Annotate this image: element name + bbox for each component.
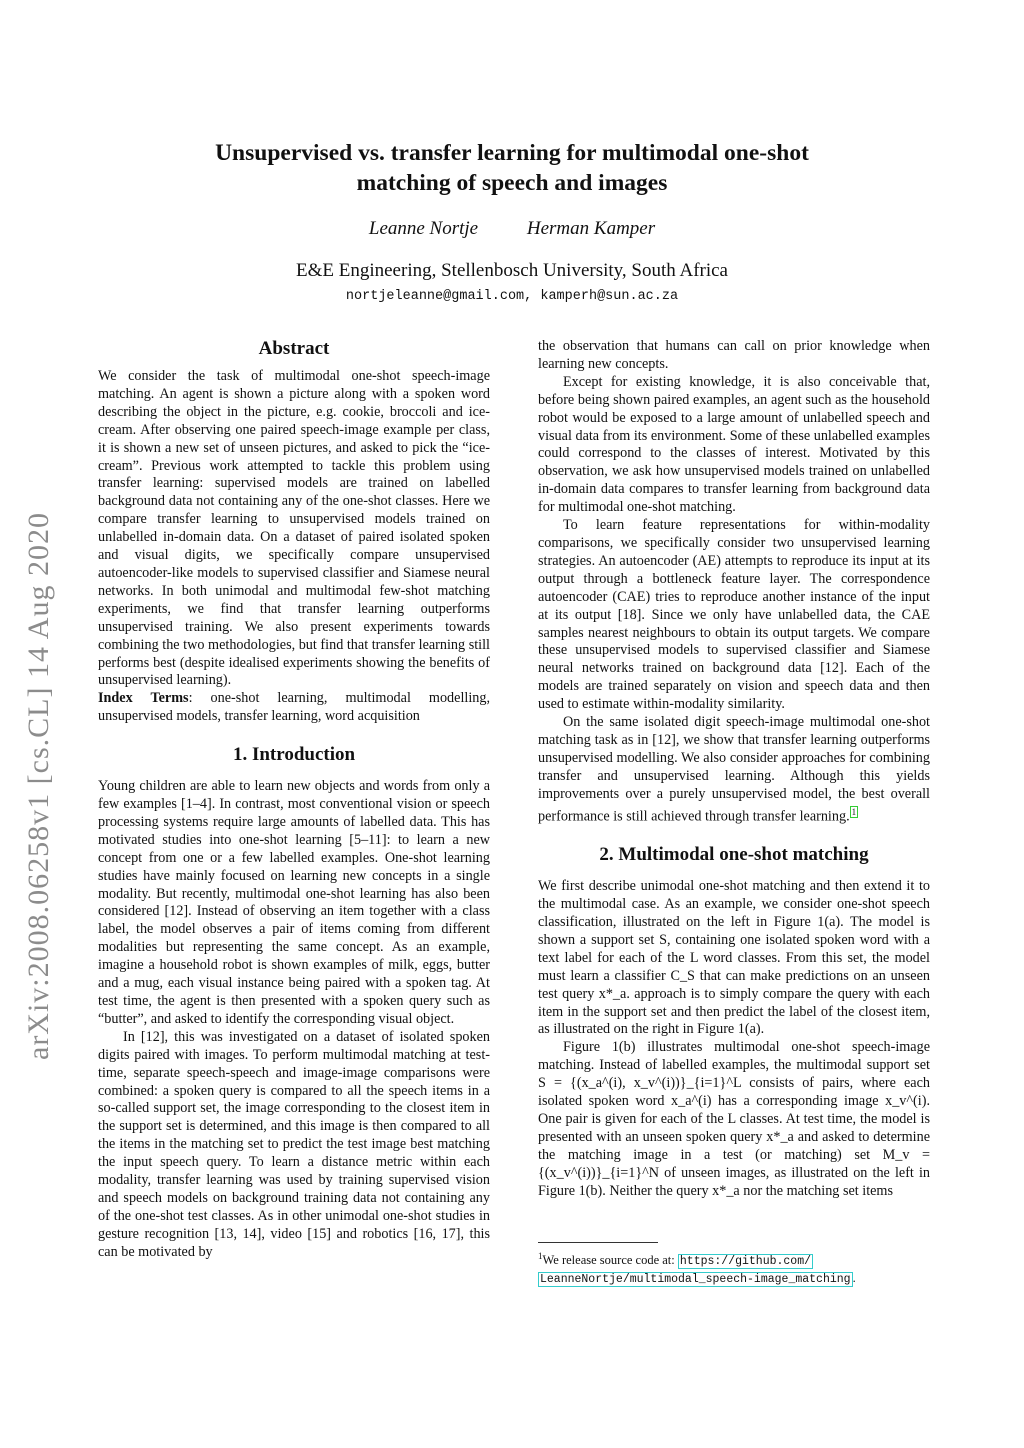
- index-terms: [98, 690, 490, 726]
- intro-paragraph-4: Except for existing knowledge, it is also conceivable that, before being shown paired examples, an agent such as the household robot would be exposed to a large amount of unlabelled speech and visual data from its environment. Some of these unlabelled examples could correspond to the classes of interest. Motivated by this observation, we ask how unsupervised models trained on unlabelled in-domain data compares to transfer learning from background data for multimodal one-shot matching.: [538, 373, 930, 516]
- section-2-paragraph-1: We first describe unimodal one-shot matching and then extend it to the multimodal case. As an example, we consider one-shot speech classification, illustrated on the left in Figure 1(a). The model is shown a support set S, containing one isolated spoken word with a text label for each of the L word classes. From this set, the model must learn a classifier C_S that can make predictions on an unseen test query x*_a. approach is to simply compare the query with each item in the support set and then predict the label of the closest item, as illustrated on the right in Figure 1(a).: [538, 878, 930, 1038]
- abstract-heading: Abstract: [258, 338, 330, 359]
- affiliation: E&E Engineering, Stellenbosch University, South Africa: [296, 260, 728, 281]
- footnote-rule: [538, 1242, 658, 1243]
- source-code-link-part-2[interactable]: LeanneNortje/multimodal_speech-image_matching: [540, 1273, 851, 1287]
- footnote-body: $^1$We release source code at: https://github.com/ LeanneNortje/multimodal_speech-image_matching .: [538, 1251, 856, 1287]
- paper-title-line-2: matching of speech and images: [356, 170, 668, 196]
- footnote-text: We release source code at:: [542, 1253, 678, 1268]
- index-terms-text: : one-shot learning, multimodal modelling, unsupervised models, transfer learning, word acquisition: [98, 690, 491, 725]
- section-2-paragraph-2: Figure 1(b) illustrates multimodal one-shot speech-image matching. Instead of labelled examples, the multimodal support set S = {(x_a^(i), x_v^(i))}_{i=1}^L consists of pairs, where each isolated spoken word x_a^(i) has a corresponding image x_v^(i). One pair is given for each of the L classes. At test time, the model is presented with an unseen spoken query x*_a and asked to determine the matching image in a test (or matching) set M_v = {(x_v^(i))}_{i=1}^N of unseen images, as illustrated on the left in Figure 1(b). Neither the query x*_a nor the matching set items: [538, 1039, 930, 1199]
- left-column: [98, 338, 490, 1262]
- author-1: Leanne Nortje: [368, 218, 479, 239]
- footnote-number: 1: [538, 1251, 543, 1261]
- footnote-marker[interactable]: 1: [851, 806, 857, 817]
- section-2-heading: 2. Multimodal one-shot matching: [599, 844, 869, 866]
- intro-paragraph-3: the observation that humans can call on prior knowledge when learning new concepts.: [538, 338, 930, 372]
- right-column: [538, 338, 930, 1201]
- abstract-text: We consider the task of multimodal one-shot speech-image matching. An agent is shown a picture along with a spoken word describing the object in the picture, e.g. cookie, broccoli and ice-cream. After observing one paired speech-image example per class, it is shown a new set of unseen pictures, and asked to pick the “ice-cream”. Previous work attempted to tackle this problem using transfer learning: supervised models are trained on labelled background data not containing any of the one-shot classes. Here we compare transfer learning to unsupervised models trained on unlabelled in-domain data. On a dataset of paired isolated spoken and visual digits, we specifically compare unsupervised autoencoder-like models to supervised classifier and Siamese neural networks. In both unimodal and multimodal few-shot matching experiments, we find that transfer learning outperforms unsupervised training. We also present experiments towards combining the two methodologies, but find that transfer learning still performs best (despite idealised experiments showing the benefits of unsupervised learning).: [98, 368, 490, 689]
- introduction-heading: 1. Introduction: [232, 744, 356, 766]
- intro-paragraph-5: To learn feature representations for within-modality comparisons, we specifically consider two unsupervised learning strategies. An autoencoder (AE) attempts to reproduce its input at its output through a bottleneck feature layer. The correspondence autoencoder (CAE) tries to reproduce another instance of the input at its output [18]. Since we only have unlabelled data, the CAE samples nearest neighbours to obtain its output targets. We compare these unsupervised models to supervised classifier and Siamese neural networks trained on background data [12]. Each of the models are trained separately on vision and speech data and then used to estimate within-modality similarity.: [538, 517, 930, 713]
- intro-paragraph-6-text: On the same isolated digit speech-image multimodal one-shot matching task as in [12], we show that transfer learning outperforms unsupervised modelling. We also consider approaches for combining transfer and unsupervised learning. Although this yields improvements over a purely unsupervised model, the best overall performance is still achieved through transfer learning.: [538, 714, 930, 825]
- intro-paragraph-2: In [12], this was investigated on a dataset of isolated spoken digits paired with images. To perform multimodal matching at test-time, separate speech-speech and image-image comparisons were combined: a spoken query is compared to all the speech items in a so-called support set, the image corresponding to the closest item in the support set is determined, and this image is then compared to all the items in the matching set to predict the test image best matching the input speech query. To learn a distance metric within each modality, transfer learning was used by training supervised vision and speech models on background training data not containing any of the one-shot test classes. As in other unimodal one-shot studies in gesture recognition [13, 14], video [15] and robotics [16, 17], this can be motivated by: [98, 1028, 490, 1260]
- author-list: [150, 218, 874, 240]
- author-emails: nortjeleanne@gmail.com, kamperh@sun.ac.za: [345, 289, 679, 304]
- intro-paragraph-6: [538, 714, 930, 826]
- intro-paragraph-1: Young children are able to learn new objects and words from only a few examples [1–4]. In contrast, most conventional vision or speech processing systems require large amounts of labelled data. This has motivated studies into one-shot learning [5–11]: to learn a new concept from one or a few labelled examples. One-shot learning studies have mainly focused on learning new concepts in a single modality. But recently, multimodal one-shot learning has also been considered [12]. Instead of observing an item together with a class label, the model observes a pair of items coming from different modalities but representing the same concept. As an example, imagine a household robot is shown examples of milk, eggs, butter and a mug, each visual instance being paired with a spoken tag. At test time, the agent is then presented with a spoken query such as “butter”, and asked to identify the corresponding visual object.: [98, 778, 490, 1027]
- source-code-link-part-1[interactable]: https://github.com/: [679, 1255, 812, 1269]
- index-terms-label: Index Terms: [98, 690, 189, 707]
- arxiv-identifier-stamp: arXiv:2008.06258v1 [cs.CL] 14 Aug 2020: [22, 512, 55, 1060]
- footnote: [538, 1242, 930, 1288]
- paper-title-line-1: Unsupervised vs. transfer learning for multimodal one-shot: [215, 140, 809, 166]
- paper-title: [150, 138, 874, 198]
- author-2: Herman Kamper: [526, 218, 656, 239]
